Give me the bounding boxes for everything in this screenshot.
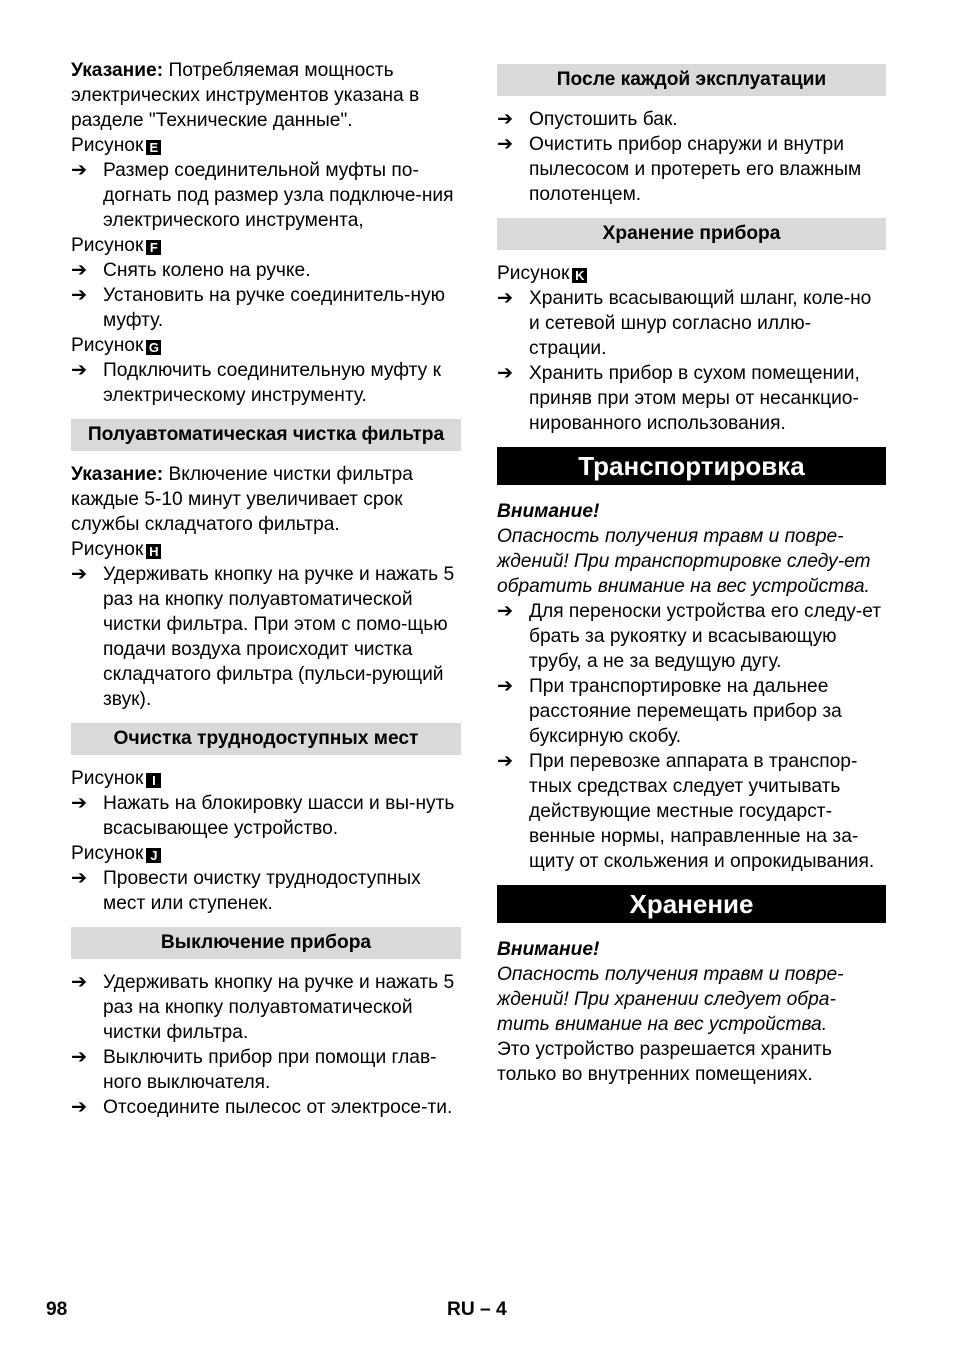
- figure-reference: [71, 133, 461, 158]
- bullet-item: [71, 158, 461, 233]
- arrow-right-icon: ➔: [71, 1097, 88, 1118]
- arrow-right-icon: ➔: [497, 288, 514, 309]
- figure-label: Рисунок: [497, 263, 570, 284]
- bullet-text: Удерживать кнопку на ручке и нажать 5 раз на кнопку полуавтоматической чистки фильтра. При этом с помо-щью подачи воздуха происходит чистка складчатого фильтра (пульси-рующий звук).: [103, 564, 455, 710]
- bullet-item: [71, 258, 461, 283]
- note-paragraph: [71, 58, 461, 133]
- note-text: Потребляемая мощность электрических инструментов указана в разделе "Технические данные".: [71, 60, 420, 131]
- arrow-right-icon: ➔: [71, 260, 88, 281]
- bullet-text: Выключить прибор при помощи глав-ного выключателя.: [103, 1047, 437, 1093]
- figure-letter-badge: G: [146, 340, 161, 355]
- paragraph: Это устройство разрешается хранить только во внутренних помещениях.: [497, 1039, 832, 1085]
- bullet-text: Размер соединительной муфты по-догнать под размер узла подключе-ния электрического инструмента,: [103, 160, 454, 231]
- figure-label: Рисунок: [71, 335, 144, 356]
- figure-label: Рисунок: [71, 768, 144, 789]
- arrow-right-icon: ➔: [497, 363, 514, 384]
- figure-reference: [71, 333, 461, 358]
- warning-text: Опасность получения травм и повре-ждений! При транспортировке следу-ет обратить внимание на вес устройства.: [497, 526, 871, 597]
- note-label: Указание:: [71, 60, 164, 81]
- bullet-item: [497, 132, 886, 207]
- section-subheading: Очистка труднодоступных мест: [71, 723, 461, 755]
- bullet-text: Хранить прибор в сухом помещении, приняв при этом меры от несанкцио-нированного использования.: [529, 363, 860, 434]
- arrow-right-icon: ➔: [71, 1047, 88, 1068]
- section-subheading: Полуавтоматическая чистка фильтра: [71, 419, 461, 451]
- figure-reference: [71, 233, 461, 258]
- note-paragraph: [71, 462, 461, 537]
- bullet-text: При транспортировке на дальнее расстояние перемещать прибор за буксирную скобу.: [529, 676, 842, 747]
- bullet-item: [71, 866, 461, 916]
- bullet-text: Провести очистку труднодоступных мест или ступенек.: [103, 868, 421, 914]
- bullet-text: Нажать на блокировку шасси и вы-нуть всасывающее устройство.: [103, 793, 455, 839]
- bullet-text: При перевозке аппарата в транспор-тных средствах следует учитывать действующие местные государст-венные нормы, направленные на за-щиту от скольжения и опрокидывания.: [529, 751, 875, 872]
- arrow-right-icon: ➔: [497, 134, 514, 155]
- note-label: Указание:: [71, 464, 164, 485]
- page-number: 98: [46, 1299, 68, 1320]
- bullet-text: Отсоедините пылесос от электросе-ти.: [103, 1097, 453, 1118]
- bullet-item: [497, 599, 886, 674]
- arrow-right-icon: ➔: [497, 109, 514, 130]
- figure-letter-badge: E: [146, 140, 161, 155]
- figure-label: Рисунок: [71, 235, 144, 256]
- warning-text: Опасность получения травм и повре-ждений! При хранении следует обра-тить внимание на вес устройства.: [497, 964, 844, 1035]
- arrow-right-icon: ➔: [71, 564, 88, 585]
- arrow-right-icon: ➔: [71, 285, 88, 306]
- figure-label: Рисунок: [71, 843, 144, 864]
- note-text: Включение чистки фильтра каждые 5-10 минут увеличивает срок службы складчатого фильтра.: [71, 464, 413, 535]
- figure-reference: [71, 766, 461, 791]
- section-heading: Хранение: [497, 885, 886, 923]
- figure-reference: [71, 841, 461, 866]
- left-column: [71, 58, 461, 1120]
- bullet-item: [497, 361, 886, 436]
- arrow-right-icon: ➔: [71, 160, 88, 181]
- warning-title: Внимание!: [497, 939, 600, 960]
- bullet-item: [497, 107, 886, 132]
- section-subheading: Выключение прибора: [71, 927, 461, 959]
- arrow-right-icon: ➔: [497, 751, 514, 772]
- right-column: [497, 58, 886, 1087]
- bullet-text: Установить на ручке соединитель-ную муфту.: [103, 285, 446, 331]
- arrow-right-icon: ➔: [497, 601, 514, 622]
- arrow-right-icon: ➔: [71, 868, 88, 889]
- bullet-text: Для переноски устройства его следу-ет брать за рукоятку и всасывающую трубу, а не за ведущую дугу.: [529, 601, 882, 672]
- bullet-item: [71, 1095, 461, 1120]
- bullet-text: Опустошить бак.: [529, 109, 678, 130]
- bullet-text: Удерживать кнопку на ручке и нажать 5 раз на кнопку полуавтоматической чистки фильтра.: [103, 972, 455, 1043]
- figure-label: Рисунок: [71, 539, 144, 560]
- section-heading: Транспортировка: [497, 447, 886, 485]
- bullet-item: [497, 286, 886, 361]
- bullet-text: Очистить прибор снаружи и внутри пылесосом и протереть его влажным полотенцем.: [529, 134, 862, 205]
- figure-letter-badge: H: [146, 544, 161, 559]
- bullet-item: [497, 674, 886, 749]
- arrow-right-icon: ➔: [497, 676, 514, 697]
- bullet-item: [71, 283, 461, 333]
- bullet-item: [71, 791, 461, 841]
- figure-label: Рисунок: [71, 135, 144, 156]
- bullet-item: [497, 749, 886, 874]
- bullet-text: Снять колено на ручке.: [103, 260, 311, 281]
- section-subheading: После каждой эксплуатации: [497, 64, 886, 96]
- bullet-item: [71, 358, 461, 408]
- figure-letter-badge: I: [146, 773, 161, 788]
- bullet-item: [71, 562, 461, 712]
- figure-letter-badge: J: [146, 848, 161, 863]
- bullet-text: Подключить соединительную муфту к электрическому инструменту.: [103, 360, 441, 406]
- bullet-item: [71, 1045, 461, 1095]
- figure-letter-badge: K: [572, 268, 587, 283]
- figure-letter-badge: F: [146, 240, 161, 255]
- figure-reference: [71, 537, 461, 562]
- bullet-item: [71, 970, 461, 1045]
- arrow-right-icon: ➔: [71, 360, 88, 381]
- section-subheading: Хранение прибора: [497, 218, 886, 250]
- arrow-right-icon: ➔: [71, 972, 88, 993]
- figure-reference: [497, 261, 886, 286]
- warning-title: Внимание!: [497, 501, 600, 522]
- bullet-text: Хранить всасывающий шланг, коле-но и сетевой шнур согласно иллю-страции.: [529, 288, 872, 359]
- arrow-right-icon: ➔: [71, 793, 88, 814]
- page-language-code: RU – 4: [447, 1299, 507, 1320]
